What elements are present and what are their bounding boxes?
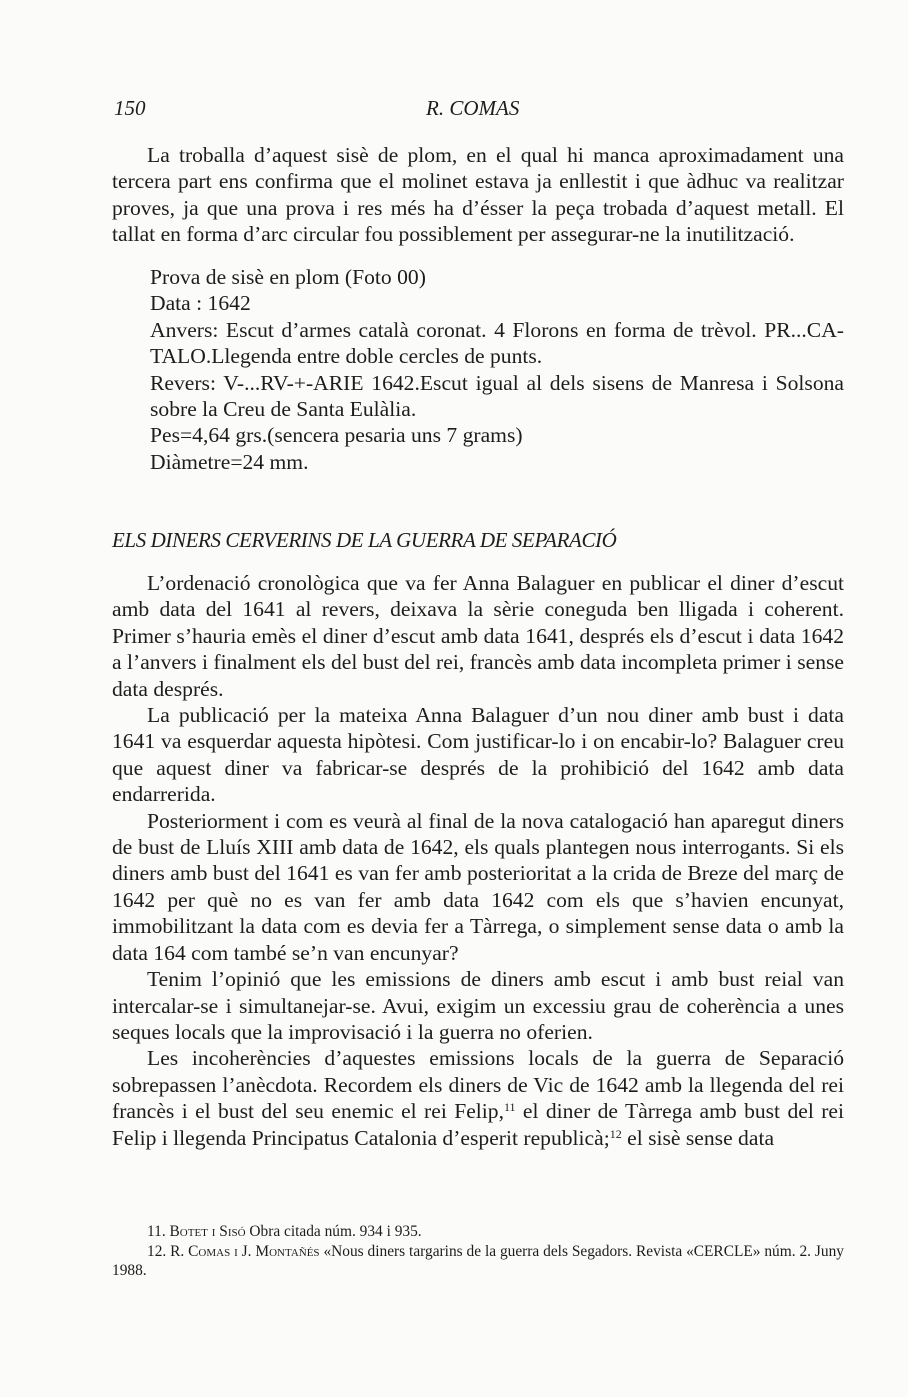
coin-record — [150, 264, 844, 475]
record-weight: Pes=4,64 grs.(sencera pesaria uns 7 grams) — [150, 423, 523, 448]
footnote-number: 11. — [147, 1223, 166, 1240]
running-head-author: R. COMAS — [426, 96, 520, 120]
record-obverse: Anvers: Escut d’armes català coronat. 4 Florons en forma de trèvol. PR...CA-TALO.Llegenda entre doble cercles de punts. — [150, 317, 844, 369]
main-text — [112, 570, 844, 1151]
paragraph: La publicació per la mateixa Anna Balaguer d’un nou diner amb bust i data 1641 va esquerdar aquesta hipòtesi. Com justificar-lo i on encabir-lo? Balaguer creu que aquest diner va fabricar-se després de la prohibició del 1642 amb data endarrerida. — [112, 703, 844, 807]
record-diameter: Diàmetre=24 mm. — [150, 449, 309, 474]
footnote-text: «Nous diners targarins de la guerra dels Segadors. Revista «CERCLE» núm. 2. Juny 1988. — [112, 1242, 844, 1279]
paragraph: Posteriorment i com es veurà al final de la nova catalogació han aparegut diners de bust de Lluís XIII amb data de 1642, els quals plantegen nous interrogants. Si els diners amb bust del 1641 es van fer amb posterioritat a la crida de Breze del març de 1642 per què no es van fer amb data 1642 com els que s’havien encunyat, immobilitzant la data com es devia fer a Tàrrega, o simplement sense data o amb la data 164 com també se’n van encunyar? — [112, 808, 844, 965]
footnote-11 — [112, 1222, 844, 1242]
last-paragraph-part2: el diner de Tàrrega amb bust del rei Felip i llegenda Principatus Catalonia d’esperit republicà; — [112, 1099, 844, 1150]
last-paragraph — [112, 1045, 844, 1151]
paragraph: Tenim l’opinió que les emissions de diners amb escut i amb bust reial van intercalar-se i simultanejar-se. Avui, exigim un excessiu grau de coherència a unes seques locals que la improvisació i la guerra no oferien. — [112, 967, 844, 1044]
intro-paragraph: La troballa d’aquest sisè de plom, en el qual hi manca aproximadament una tercera part ens confirma que el molinet estava ja enllestit i que àdhuc va realitzar proves, ja que una prova i res més ha d’ésser la peça trobada d’aquest metall. El tallat en forma d’arc circular fou possiblement per assegurar-ne la inutilització. — [112, 143, 844, 247]
footnote-author: R. Comas i J. Montañés — [170, 1242, 320, 1260]
footnote-text: Obra citada núm. 934 i 935. — [245, 1223, 422, 1240]
footnote-author: Botet i Sisó — [169, 1223, 246, 1240]
last-paragraph-part1: Les incoherències d’aquestes emissions locals de la guerra de Separació sobrepassen l’anècdota. Recordem els diners de Vic de 1642 amb la llegenda del rei francès i el bust del seu enemic el rei Felip, — [112, 1046, 844, 1124]
footnote-number: 12. — [147, 1242, 167, 1260]
footnote-ref-11[interactable]: 11 — [503, 1100, 516, 1115]
footnote-12 — [112, 1242, 844, 1281]
intro-section — [112, 142, 844, 248]
paragraph: L’ordenació cronològica que va fer Anna Balaguer en publicar el diner d’escut amb data del 1641 al revers, deixava la sèrie coneguda ben lligada i coherent. Primer s’hauria emès el diner d’escut amb data 1641, després els d’escut i data 1642 a l’anvers i finalment els del bust del rei, francès amb data incompleta primer i sense data després. — [112, 571, 844, 701]
record-reverse: Revers: V-...RV-+-ARIE 1642.Escut igual al dels sisens de Manresa i Solsona sobre la Creu de Santa Eulàlia. — [150, 370, 844, 422]
running-head — [0, 96, 908, 130]
page-number: 150 — [114, 96, 146, 120]
record-title: Prova de sisè en plom (Foto 00) — [150, 265, 426, 289]
last-paragraph-part3: el sisè sense data — [621, 1125, 775, 1150]
section-heading: ELS DINERS CERVERINS DE LA GUERRA DE SEPARACIÓ — [112, 528, 617, 552]
footnote-ref-12[interactable]: 12 — [609, 1126, 622, 1141]
record-date: Data : 1642 — [150, 291, 251, 316]
footnotes — [112, 1222, 844, 1281]
